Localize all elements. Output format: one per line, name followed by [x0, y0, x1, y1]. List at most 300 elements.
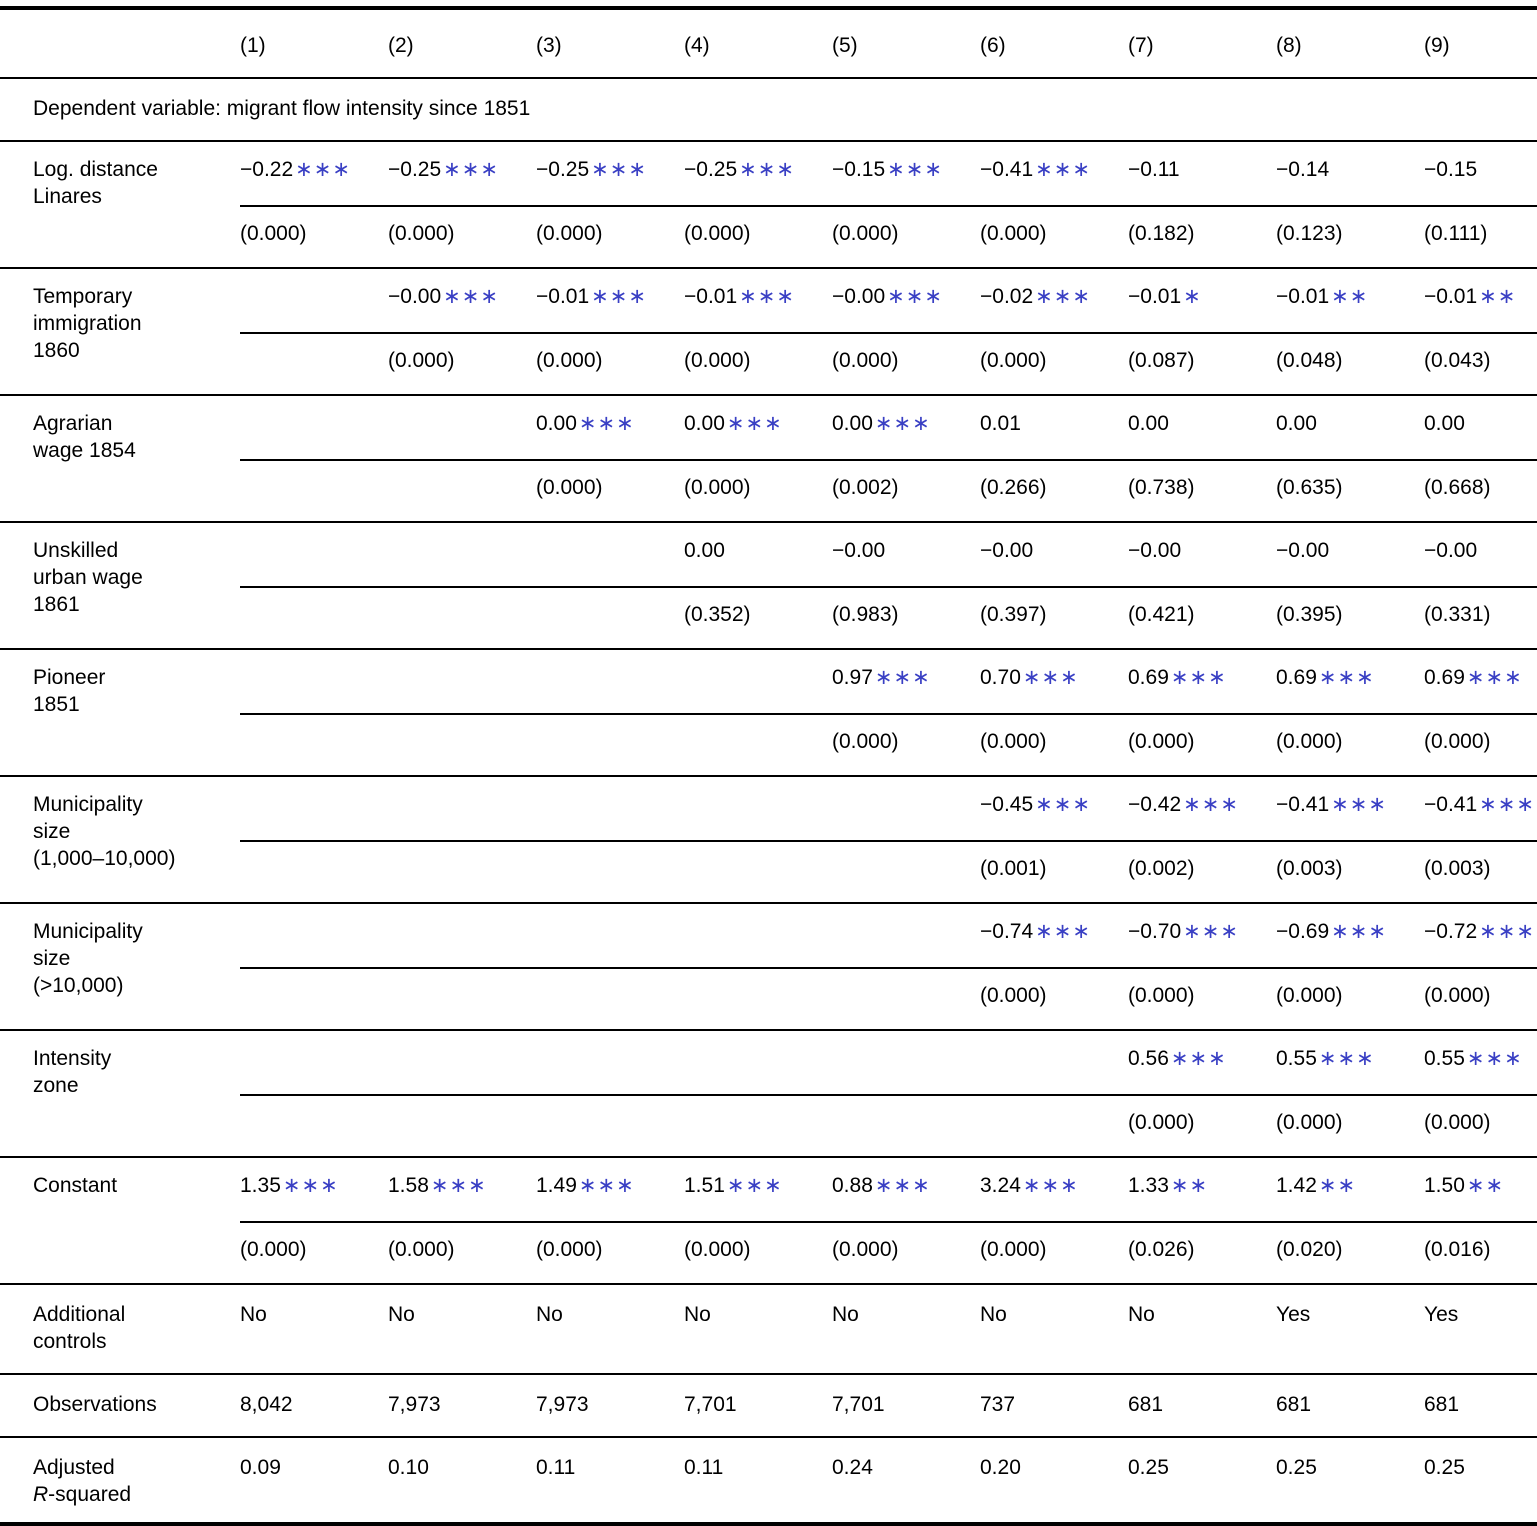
row-label-line: [33, 1328, 240, 1355]
dependent-variable-note: Dependent variable: migrant flow intensity since 1851: [0, 78, 1537, 141]
summary-value-cell: 0.11: [684, 1456, 724, 1479]
pvalue-cell: [536, 841, 684, 903]
row-label-text: Municipality: [33, 793, 143, 816]
coefficient-cell: [388, 141, 536, 206]
row-label: [0, 268, 240, 395]
coefficient-value: −0.15: [832, 158, 886, 181]
row-label: [0, 1030, 240, 1157]
coefficient-cell: [536, 268, 684, 333]
pvalue-cell: (0.397): [980, 587, 1128, 649]
coefficient-cell: [536, 903, 684, 968]
row-label-text: Unskilled: [33, 539, 119, 562]
summary-value-cell: No: [536, 1284, 684, 1374]
coefficient-value: 0.00: [1128, 412, 1169, 435]
pvalue-cell: (0.000): [1424, 714, 1537, 776]
row-label-line: [33, 1301, 240, 1328]
pvalue-cell: (0.043): [1424, 333, 1537, 395]
coefficient-value: 1.33: [1128, 1174, 1169, 1197]
coefficient-row: [0, 395, 1537, 460]
pvalue-cell: (0.087): [1128, 333, 1276, 395]
pvalue-cell: (0.026): [1128, 1222, 1276, 1284]
significance-stars: ∗∗∗: [726, 1174, 783, 1197]
summary-value-cell: No: [684, 1284, 832, 1374]
row-label-line: [33, 1045, 232, 1072]
row-label-text: size: [33, 947, 71, 970]
pvalue-cell: [388, 587, 536, 649]
coefficient-value: −0.22: [240, 158, 294, 181]
coefficient-cell: [536, 1157, 684, 1222]
pvalue-cell: (0.000): [1276, 968, 1424, 1030]
column-header-row: [0, 8, 1537, 78]
summary-value-cell: Yes: [1424, 1284, 1537, 1374]
coefficient-value: −0.25: [536, 158, 590, 181]
row-label-line: [33, 1172, 232, 1199]
coefficient-cell: [1276, 776, 1424, 841]
row-label-text: 1851: [33, 693, 80, 716]
row-label-text: (>10,000): [33, 974, 124, 997]
summary-value-cell: 681: [1276, 1374, 1424, 1437]
pvalue-cell: [388, 968, 536, 1030]
significance-stars: ∗∗∗: [874, 1174, 931, 1197]
coefficient-cell: [1276, 522, 1424, 587]
coefficient-cell: [1424, 649, 1537, 714]
coefficient-value: 0.00: [536, 412, 577, 435]
coefficient-cell: [536, 1030, 684, 1095]
row-label-text: R: [33, 1483, 49, 1506]
pvalue-cell: (0.000): [980, 714, 1128, 776]
coefficient-row: [0, 1030, 1537, 1095]
row-label-line: [33, 818, 232, 845]
row-label-line: [33, 537, 232, 564]
pvalue-cell: [536, 587, 684, 649]
pvalue-cell: [980, 1095, 1128, 1157]
coefficient-row: [0, 776, 1537, 841]
coefficient-cell: [536, 395, 684, 460]
row-label-text: Municipality: [33, 920, 143, 943]
coefficient-cell: [832, 649, 980, 714]
table-header: [0, 8, 1537, 141]
row-label-text: Observations: [33, 1393, 157, 1416]
pvalue-cell: [388, 714, 536, 776]
significance-stars: ∗∗∗: [591, 158, 647, 181]
row-label-line: [33, 972, 232, 999]
significance-stars: ∗∗∗: [1035, 158, 1091, 181]
row-label-line: [33, 156, 232, 183]
summary-value-cell: 0.10: [388, 1456, 429, 1479]
coefficient-value: 0.00: [684, 412, 725, 435]
summary-value-cell: 7,701: [684, 1374, 832, 1437]
coefficient-cell: [684, 1157, 832, 1222]
coefficient-cell: [1276, 1157, 1424, 1222]
significance-stars: ∗∗∗: [1035, 920, 1091, 943]
pvalue-cell: (0.983): [832, 587, 980, 649]
row-label-line: [33, 310, 232, 337]
pvalue-cell: (0.020): [1276, 1222, 1424, 1284]
coefficient-value: −0.41: [1276, 793, 1330, 816]
coefficient-value: 0.69: [1276, 666, 1317, 689]
coefficient-cell: [832, 268, 980, 333]
significance-stars: ∗∗∗: [1170, 666, 1227, 689]
coefficient-value: 0.69: [1424, 666, 1465, 689]
column-header: (4): [684, 8, 832, 78]
pvalue-cell: (0.421): [1128, 587, 1276, 649]
coefficient-value: −0.01: [684, 285, 738, 308]
coefficient-cell: [536, 522, 684, 587]
coefficient-cell: [684, 141, 832, 206]
pvalue-cell: (0.000): [832, 206, 980, 268]
coefficient-value: 0.00: [1276, 412, 1317, 435]
summary-row: [0, 1437, 1537, 1524]
row-label-text: controls: [33, 1330, 107, 1353]
significance-stars: ∗∗∗: [443, 158, 499, 181]
coefficient-cell: [684, 268, 832, 333]
coefficient-cell: [1276, 141, 1424, 206]
row-label-line: [33, 591, 232, 618]
dependent-variable-row: [0, 78, 1537, 141]
pvalue-cell: (0.000): [388, 333, 536, 395]
significance-stars: ∗∗∗: [1466, 1047, 1523, 1070]
coefficient-cell: [388, 903, 536, 968]
pvalue-cell: (0.000): [980, 1222, 1128, 1284]
coefficient-cell: [1128, 776, 1276, 841]
pvalue-cell: (0.123): [1276, 206, 1424, 268]
coefficient-value: −0.41: [980, 158, 1034, 181]
coefficient-cell: [1424, 776, 1537, 841]
row-label-text: Intensity: [33, 1047, 112, 1070]
significance-stars: ∗∗∗: [1331, 793, 1387, 816]
coefficient-cell: [684, 649, 832, 714]
summary-value-cell: 0.09: [240, 1456, 281, 1479]
significance-stars: ∗∗∗: [282, 1174, 339, 1197]
pvalue-cell: (0.000): [1276, 1095, 1424, 1157]
summary-row: [0, 1374, 1537, 1437]
row-label-line: [33, 1072, 232, 1099]
pvalue-cell: (0.000): [832, 1222, 980, 1284]
coefficient-cell: [388, 522, 536, 587]
row-label-text: wage 1854: [33, 439, 136, 462]
pvalue-cell: [388, 1095, 536, 1157]
pvalue-cell: (0.000): [1128, 1095, 1276, 1157]
significance-stars: ∗∗∗: [739, 158, 795, 181]
coefficient-value: −0.72: [1424, 920, 1478, 943]
coefficient-cell: [1424, 395, 1537, 460]
pvalue-cell: [684, 841, 832, 903]
row-label-line: [33, 337, 232, 364]
coefficient-value: −0.69: [1276, 920, 1330, 943]
row-label-text: Constant: [33, 1174, 118, 1197]
row-label-text: Adjusted: [33, 1456, 115, 1479]
summary-value-cell: 8,042: [240, 1374, 388, 1437]
pvalue-cell: [536, 714, 684, 776]
coefficient-cell: [832, 1157, 980, 1222]
corner-cell: [0, 8, 240, 78]
significance-stars: ∗∗∗: [874, 666, 931, 689]
row-label-line: [33, 791, 232, 818]
coefficient-cell: [832, 522, 980, 587]
row-label: [0, 1157, 240, 1284]
pvalue-cell: (0.182): [1128, 206, 1276, 268]
coefficient-value: 0.55: [1276, 1047, 1317, 1070]
coefficient-cell: [240, 268, 388, 333]
pvalue-cell: [240, 587, 388, 649]
significance-stars: ∗∗∗: [874, 412, 931, 435]
pvalue-cell: (0.352): [684, 587, 832, 649]
significance-stars: ∗∗∗: [1035, 285, 1091, 308]
row-label: [0, 776, 240, 903]
summary-value-cell: 7,973: [388, 1374, 536, 1437]
summary-value-cell: No: [1128, 1284, 1276, 1374]
row-label: [0, 141, 240, 268]
coefficient-cell: [980, 776, 1128, 841]
significance-stars: ∗∗∗: [1318, 1047, 1375, 1070]
summary-value-cell: 0.11: [536, 1456, 576, 1479]
summary-value-cell: 681: [1128, 1374, 1276, 1437]
row-label-line: [33, 845, 232, 872]
coefficient-value: −0.45: [980, 793, 1034, 816]
summary-value-cell: 7,701: [832, 1374, 980, 1437]
regression-table: [0, 6, 1537, 1526]
row-label: [0, 903, 240, 1030]
pvalue-cell: (0.000): [832, 714, 980, 776]
coefficient-value: −0.42: [1128, 793, 1182, 816]
pvalue-cell: [240, 714, 388, 776]
coefficient-cell: [1128, 395, 1276, 460]
pvalue-cell: [832, 968, 980, 1030]
summary-value-cell: 0.20: [980, 1456, 1021, 1479]
summary-value-cell: 0.25: [1424, 1456, 1465, 1479]
coefficient-value: 0.70: [980, 666, 1021, 689]
column-header: (3): [536, 8, 684, 78]
significance-stars: ∗∗∗: [1183, 793, 1239, 816]
coefficient-cell: [240, 522, 388, 587]
significance-stars: ∗∗∗: [430, 1174, 487, 1197]
row-label: [0, 395, 240, 522]
pvalue-cell: [684, 968, 832, 1030]
pvalue-cell: [388, 841, 536, 903]
coefficient-value: −0.41: [1424, 793, 1478, 816]
pvalue-cell: (0.000): [1424, 1095, 1537, 1157]
row-label-text: Temporary: [33, 285, 133, 308]
coefficient-row: [0, 903, 1537, 968]
significance-stars: ∗∗∗: [1183, 920, 1239, 943]
pvalue-cell: (0.000): [684, 460, 832, 522]
column-header: (6): [980, 8, 1128, 78]
coefficient-cell: [388, 649, 536, 714]
column-header: (9): [1424, 8, 1537, 78]
coefficient-value: 1.35: [240, 1174, 281, 1197]
significance-stars: ∗∗∗: [1022, 666, 1079, 689]
pvalue-cell: (0.048): [1276, 333, 1424, 395]
coefficient-cell: [684, 395, 832, 460]
coefficient-value: −0.01: [1128, 285, 1182, 308]
coefficient-value: −0.01: [536, 285, 590, 308]
pvalue-cell: [684, 714, 832, 776]
coefficient-cell: [1424, 268, 1537, 333]
pvalue-cell: (0.000): [536, 460, 684, 522]
coefficient-value: 0.00: [832, 412, 873, 435]
pvalue-cell: (0.000): [980, 333, 1128, 395]
significance-stars: ∗∗: [1466, 1174, 1505, 1197]
row-label-line: [33, 664, 232, 691]
coefficient-cell: [832, 903, 980, 968]
coefficient-value: −0.00: [1424, 539, 1478, 562]
coefficient-cell: [536, 141, 684, 206]
coefficient-value: −0.00: [980, 539, 1034, 562]
column-header: (5): [832, 8, 980, 78]
coefficient-value: −0.00: [832, 285, 886, 308]
significance-stars: ∗∗∗: [726, 412, 783, 435]
pvalue-cell: [240, 841, 388, 903]
summary-row-label: [0, 1284, 240, 1374]
coefficient-value: −0.02: [980, 285, 1034, 308]
coefficient-value: −0.15: [1424, 158, 1478, 181]
coefficient-value: 1.51: [684, 1174, 725, 1197]
row-label-text: size: [33, 820, 71, 843]
coefficient-cell: [1276, 268, 1424, 333]
pvalue-cell: [240, 1095, 388, 1157]
significance-stars: ∗∗∗: [1318, 666, 1375, 689]
coefficient-cell: [388, 395, 536, 460]
pvalue-cell: (0.000): [1276, 714, 1424, 776]
summary-value-cell: 0.25: [1128, 1456, 1169, 1479]
summary-row: [0, 1284, 1537, 1374]
pvalue-cell: (0.395): [1276, 587, 1424, 649]
pvalue-cell: [832, 1095, 980, 1157]
coefficient-cell: [832, 1030, 980, 1095]
row-label-line: [33, 283, 232, 310]
summary-value-cell: No: [388, 1284, 536, 1374]
row-label-text: Linares: [33, 185, 102, 208]
coefficient-cell: [980, 522, 1128, 587]
pvalue-cell: (0.000): [1128, 714, 1276, 776]
significance-stars: ∗∗: [1479, 285, 1517, 308]
coefficient-cell: [388, 1157, 536, 1222]
summary-value-cell: Yes: [1276, 1284, 1424, 1374]
row-label-line: [33, 1454, 240, 1481]
pvalue-cell: (0.000): [388, 206, 536, 268]
pvalue-cell: (0.000): [388, 1222, 536, 1284]
coefficient-cell: [1128, 141, 1276, 206]
coefficient-cell: [980, 903, 1128, 968]
significance-stars: ∗∗∗: [1331, 920, 1387, 943]
coefficient-value: 1.42: [1276, 1174, 1317, 1197]
coefficient-value: 1.58: [388, 1174, 429, 1197]
row-label-text: immigration: [33, 312, 142, 335]
pvalue-cell: [536, 968, 684, 1030]
summary-value-cell: No: [240, 1284, 388, 1374]
significance-stars: ∗∗∗: [591, 285, 647, 308]
coefficient-cell: [1128, 1030, 1276, 1095]
pvalue-cell: (0.003): [1276, 841, 1424, 903]
coefficient-cell: [240, 141, 388, 206]
column-header: (7): [1128, 8, 1276, 78]
coefficient-value: −0.74: [980, 920, 1034, 943]
significance-stars: ∗∗: [1170, 1174, 1209, 1197]
coefficient-cell: [240, 395, 388, 460]
coefficient-cell: [388, 268, 536, 333]
coefficient-row: [0, 522, 1537, 587]
significance-stars: ∗∗∗: [578, 412, 635, 435]
coefficient-cell: [240, 776, 388, 841]
summary-value-cell: No: [980, 1284, 1128, 1374]
significance-stars: ∗∗∗: [887, 285, 943, 308]
pvalue-cell: [536, 1095, 684, 1157]
coefficient-cell: [684, 776, 832, 841]
coefficient-cell: [388, 776, 536, 841]
row-label: [0, 522, 240, 649]
row-label-line: [33, 918, 232, 945]
coefficient-value: 0.56: [1128, 1047, 1169, 1070]
row-label-text: zone: [33, 1074, 79, 1097]
row-label-text: 1861: [33, 593, 80, 616]
pvalue-cell: (0.000): [684, 1222, 832, 1284]
coefficient-cell: [832, 776, 980, 841]
coefficient-cell: [1424, 1157, 1537, 1222]
pvalue-cell: (0.000): [1424, 968, 1537, 1030]
row-label-line: [33, 691, 232, 718]
pvalue-cell: (0.635): [1276, 460, 1424, 522]
significance-stars: ∗∗∗: [443, 285, 499, 308]
pvalue-cell: (0.000): [240, 1222, 388, 1284]
significance-stars: ∗∗∗: [739, 285, 795, 308]
pvalue-cell: (0.000): [684, 206, 832, 268]
summary-row-label: [0, 1437, 240, 1524]
pvalue-cell: (0.111): [1424, 206, 1537, 268]
coefficient-cell: [980, 141, 1128, 206]
coefficient-cell: [980, 268, 1128, 333]
coefficient-cell: [1128, 268, 1276, 333]
pvalue-cell: (0.016): [1424, 1222, 1537, 1284]
coefficient-value: 0.97: [832, 666, 873, 689]
pvalue-cell: (0.002): [1128, 841, 1276, 903]
coefficient-value: −0.11: [1128, 158, 1180, 181]
significance-stars: ∗∗∗: [1479, 793, 1535, 816]
significance-stars: ∗∗∗: [887, 158, 943, 181]
row-label-line: [33, 1391, 240, 1418]
pvalue-cell: (0.000): [536, 1222, 684, 1284]
significance-stars: ∗∗∗: [1035, 793, 1091, 816]
coefficient-row: [0, 1157, 1537, 1222]
coefficient-value: 0.69: [1128, 666, 1169, 689]
coefficient-cell: [980, 1157, 1128, 1222]
row-label-line: [33, 564, 232, 591]
pvalue-cell: [240, 333, 388, 395]
row-label-text: Additional: [33, 1303, 126, 1326]
column-header: (8): [1276, 8, 1424, 78]
coefficient-cell: [1128, 649, 1276, 714]
coefficient-value: 1.50: [1424, 1174, 1465, 1197]
coefficient-cell: [832, 141, 980, 206]
coefficient-cell: [1276, 649, 1424, 714]
coefficient-value: −0.14: [1276, 158, 1330, 181]
pvalue-cell: (0.000): [980, 968, 1128, 1030]
coefficient-value: −0.00: [832, 539, 886, 562]
coefficient-value: −0.01: [1424, 285, 1478, 308]
coefficient-cell: [980, 649, 1128, 714]
coefficient-value: −0.00: [1128, 539, 1182, 562]
summary-value-cell: 737: [980, 1374, 1128, 1437]
pvalue-cell: (0.000): [536, 206, 684, 268]
pvalue-cell: (0.002): [832, 460, 980, 522]
row-label-text: urban wage: [33, 566, 143, 589]
significance-stars: ∗∗∗: [1466, 666, 1523, 689]
row-label-line: [33, 410, 232, 437]
coefficient-value: 3.24: [980, 1174, 1021, 1197]
coefficient-cell: [1424, 522, 1537, 587]
row-label: [0, 649, 240, 776]
coefficient-cell: [1424, 141, 1537, 206]
pvalue-cell: (0.000): [832, 333, 980, 395]
